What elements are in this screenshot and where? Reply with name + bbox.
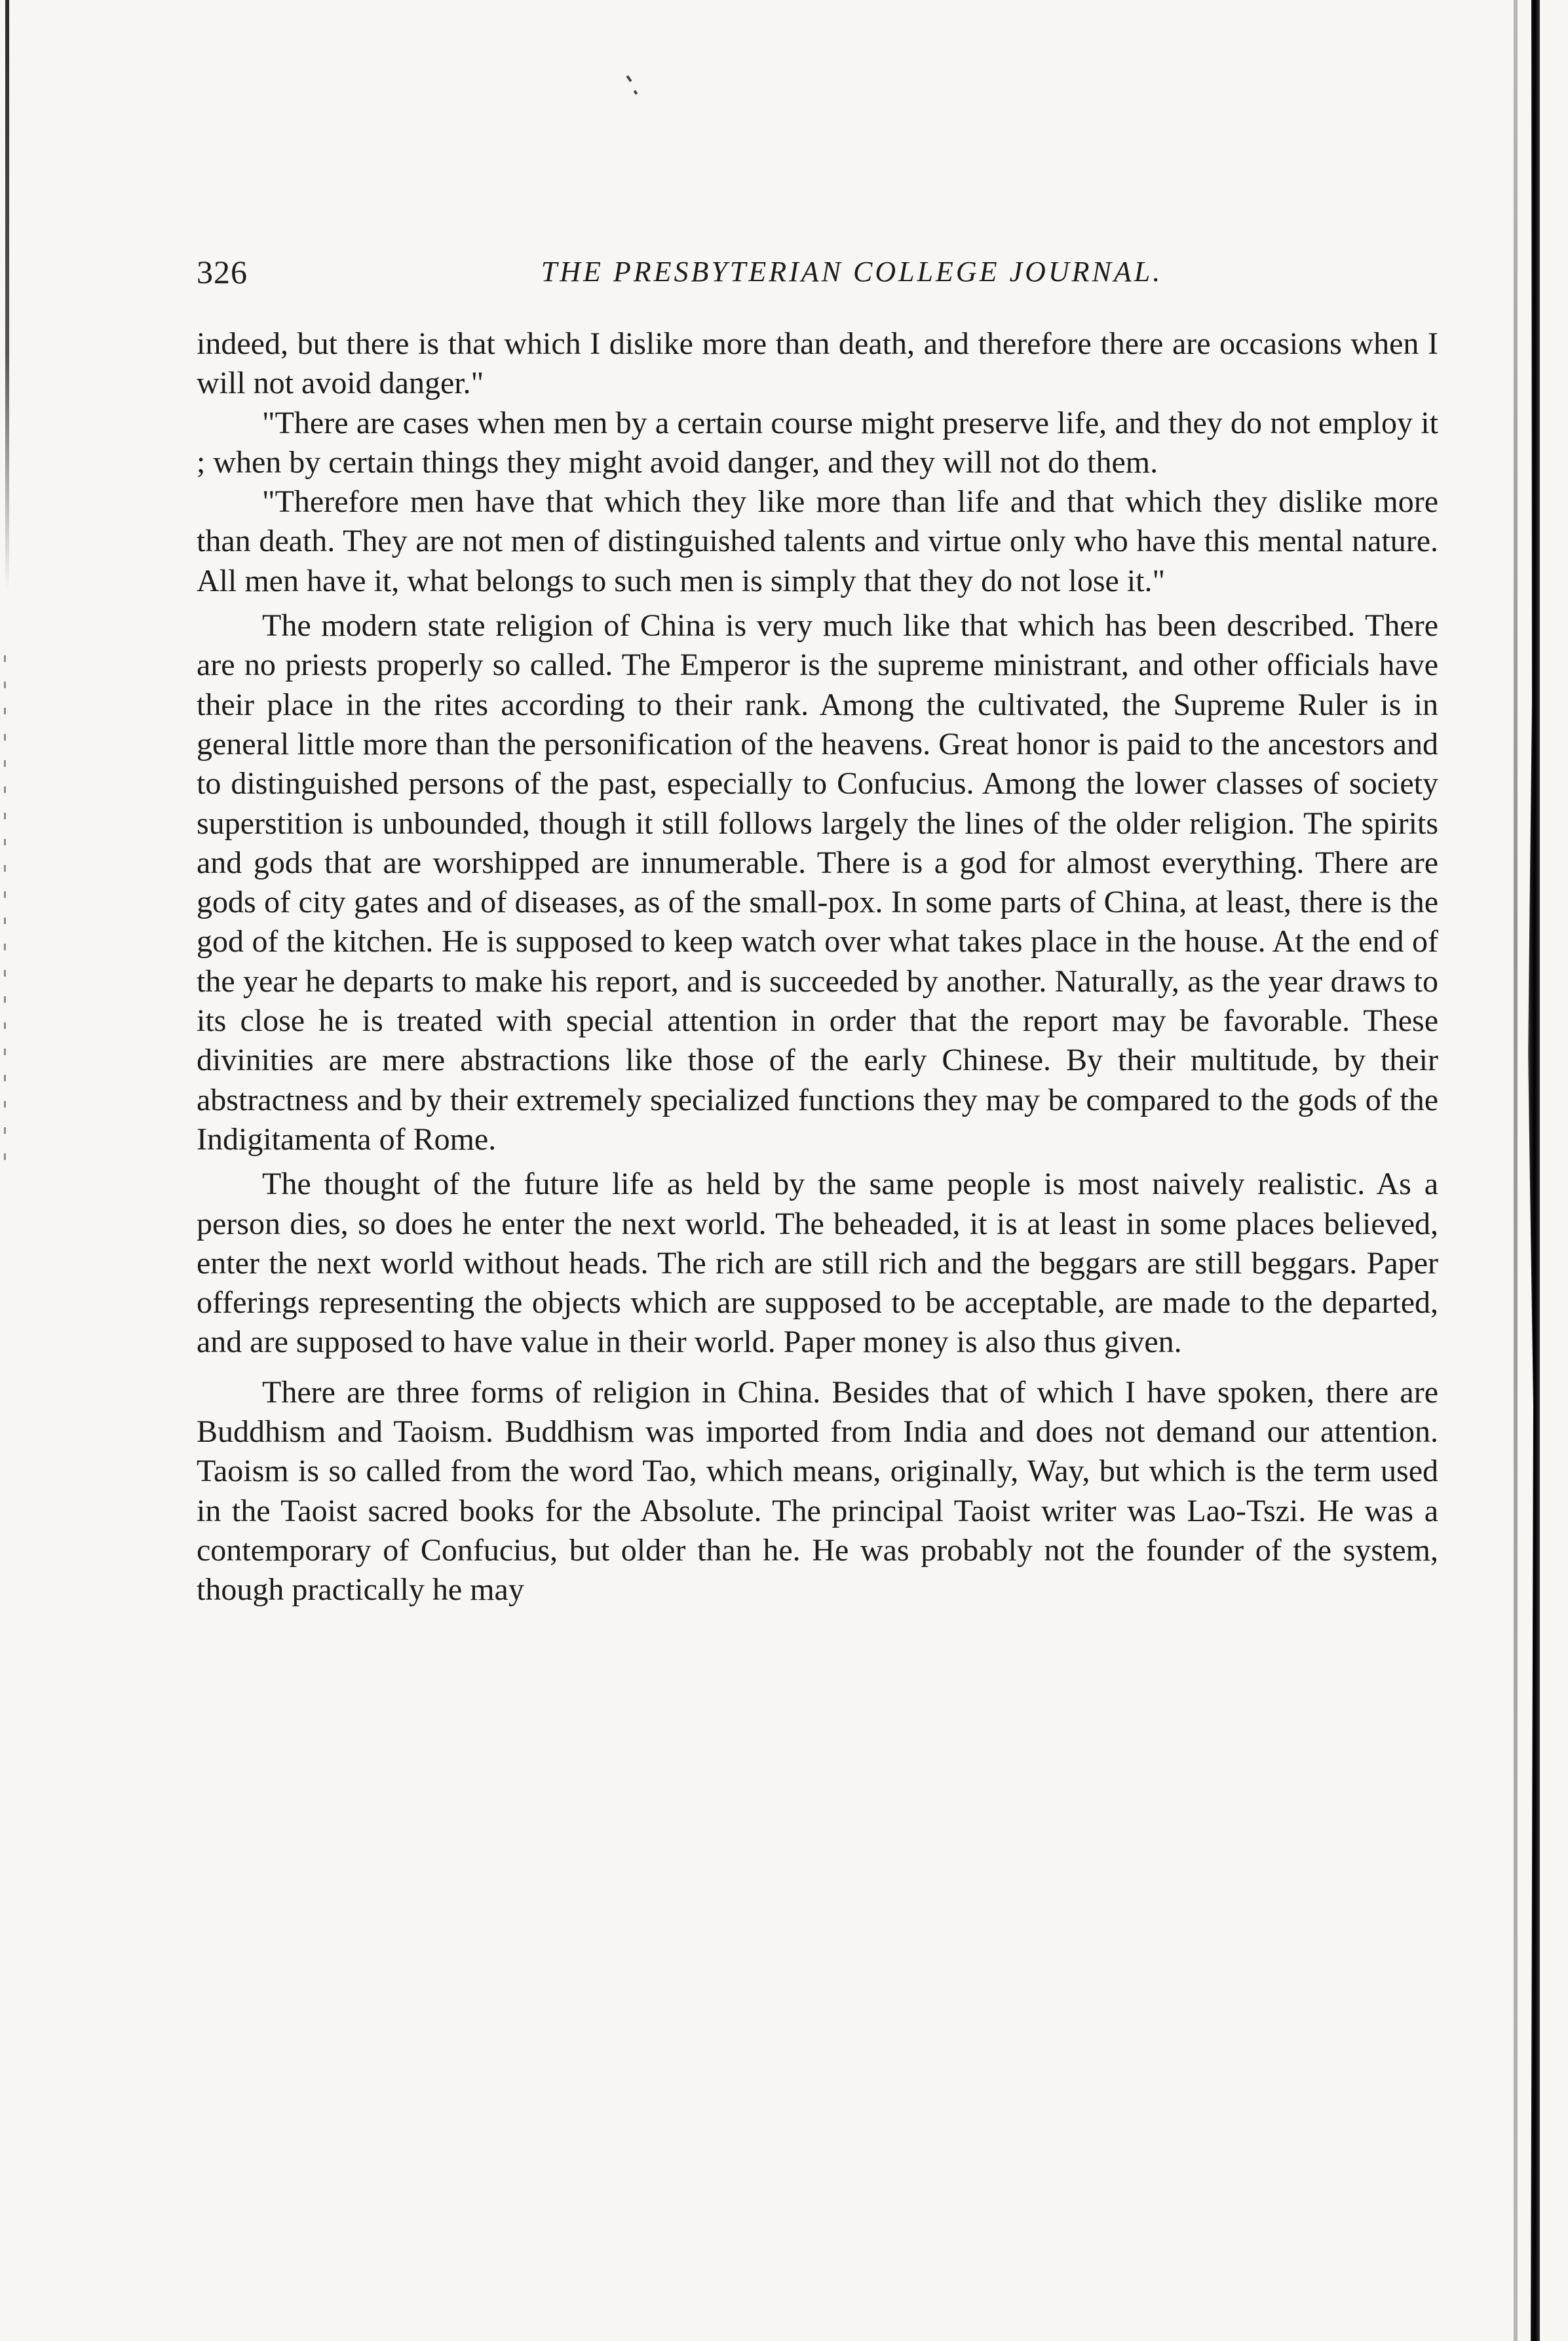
scan-speck — [634, 90, 638, 94]
body-text — [197, 324, 1438, 1610]
running-title: THE PRESBYTERIAN COLLEGE JOURNAL. — [541, 256, 1163, 288]
scan-edge-right-shadow — [1514, 0, 1518, 2341]
page-number: 326 — [197, 254, 248, 290]
paragraph: "Therefore men have that which they like more than life and that which they dislike more than death. They are not men of distinguished talents and virtue only who have this mental nature. All men have it, what belongs to such men is simply that they do not lose it." — [197, 484, 1438, 598]
scan-edge-right — [1527, 0, 1540, 2341]
paragraph: The modern state religion of China is very much like that which has been described. There are no priests properly so called. The Emperor is the supreme ministrant, and other officials have their place in the rites according to their rank. Among the cultivated, the Supreme Ruler is in general little more than the personification of the heavens. Great honor is paid to the ancestors and to distinguished persons of the past, especially to Confucius. Among the lower classes of society superstition is unbounded, though it still follows largely the lines of the older religion. The spirits and gods that are worshipped are innumerable. There is a god for almost everything. There are gods of city gates and of diseases, as of the small-pox. In some parts of China, at least, there is the god of the kitchen. He is supposed to keep watch over what takes place in the house. At the end of the year he departs to make his report, and is succeeded by another. Naturally, as the year draws to its close he is treated with special attention in order that the report may be favorable. These divinities are mere abstractions like those of the early Chinese. By their multitude, by their abstractness and by their extremely specialized functions they may be compared to the gods of the Indigitamenta of Rome. — [197, 608, 1438, 1157]
paragraph: The thought of the future life as held by the same people is most naively realistic. As a person dies, so does he enter the next world. The beheaded, it is at least in some places believed, enter the next world without heads. The rich are still rich and the beggars are still beggars. Paper offerings representing the objects which are supposed to be acceptable, are made to the departed, and are supposed to have value in their world. Paper money is also thus given. — [197, 1167, 1438, 1360]
paragraph: "There are cases when men by a certain course might preserve life, and they do not employ it ; when by certain things they might avoid danger, and they will not do them. — [197, 405, 1438, 480]
scan-edge-left-marks — [4, 655, 6, 1180]
page-header — [197, 246, 1442, 298]
paragraph-continued: indeed, but there is that which I dislike more than death, and therefore there are occasions when I will not avoid danger." — [197, 326, 1438, 401]
scan-edge-left — [5, 0, 9, 590]
paragraph: There are three forms of religion in China. Besides that of which I have spoken, there are Buddhism and Taoism. Buddhism was imported from India and does not demand our attention. Taoism is so called from the word Tao, which means, originally, Way, but which is the term used in the Taoist sacred books for the Absolute. The principal Taoist writer was Lao-Tszi. He was a contemporary of Confucius, but older than he. He was probably not the founder of the system, though practically he may — [197, 1374, 1438, 1608]
scan-speck — [626, 75, 632, 82]
